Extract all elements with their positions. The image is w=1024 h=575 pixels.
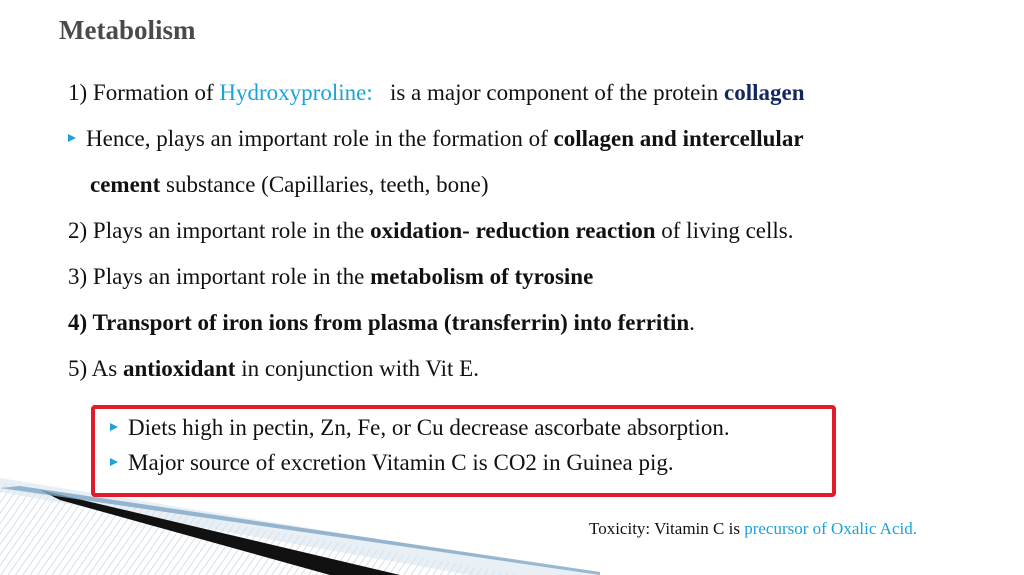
bullet-arrow-icon [110, 458, 118, 466]
toxicity-prefix: Toxicity: Vitamin C is [589, 519, 745, 538]
point-2-suffix: of living cells. [655, 218, 794, 243]
box-item-text: Diets high in pectin, Zn, Fe, or Cu decrease ascorbate absorption. [128, 415, 730, 440]
point-1-sub [68, 126, 804, 152]
point-3-prefix: 3) Plays an important role in the [68, 264, 371, 289]
point-5-suffix: in conjunction with Vit E. [235, 356, 479, 381]
point-1-sub-cont [90, 172, 489, 198]
point-3-bold: metabolism of tyrosine [370, 264, 594, 289]
point-1-sub-rest: substance (Capillaries, teeth, bone) [160, 172, 489, 197]
point-1-sub-bold: collagen and intercellular [553, 126, 804, 151]
box-item-text: Major source of excretion Vitamin C is CO2 in Guinea pig. [128, 450, 674, 475]
point-4-bold: 4) Transport of iron ions from plasma (transferrin) into ferritin [68, 310, 690, 335]
point-1 [68, 80, 805, 106]
point-5-bold: antioxidant [122, 356, 236, 381]
point-2 [68, 218, 794, 244]
toxicity-note [589, 519, 917, 539]
slide-title: Metabolism [59, 15, 196, 45]
point-5-prefix: 5) As [68, 356, 123, 381]
box-item [110, 415, 730, 441]
point-5 [68, 356, 479, 382]
box-item [110, 450, 674, 476]
point-2-bold: oxidation- reduction reaction [370, 218, 656, 243]
toxicity-highlight: precursor of Oxalic Acid. [744, 519, 917, 538]
bullet-arrow-icon [68, 134, 76, 142]
point-4-suffix: . [689, 310, 695, 335]
point-1-prefix: 1) Formation of [68, 80, 220, 105]
point-3 [68, 264, 593, 290]
point-4 [68, 310, 695, 336]
point-1-bold: collagen [724, 80, 805, 105]
bullet-arrow-icon [110, 423, 118, 431]
point-1-highlight: Hydroxyproline: [219, 80, 373, 105]
point-1-middle: is a major component of the protein [372, 80, 725, 105]
point-1-sub-text: Hence, plays an important role in the formation of [86, 126, 554, 151]
point-1-sub-bold2: cement [90, 172, 161, 197]
point-2-prefix: 2) Plays an important role in the [68, 218, 371, 243]
